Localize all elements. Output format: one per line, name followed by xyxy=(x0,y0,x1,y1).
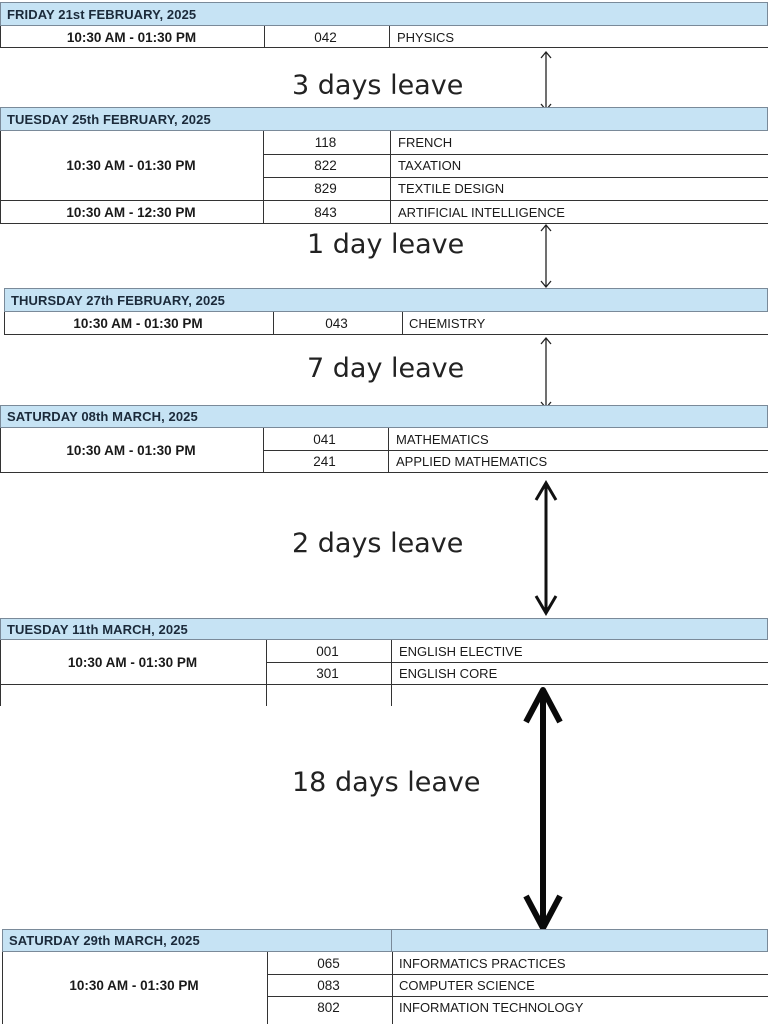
leave-gap-label: 7 day leave xyxy=(307,353,465,384)
paper-code: 083 xyxy=(317,977,340,993)
double-arrow-icon xyxy=(533,480,559,616)
exam-day-block xyxy=(0,618,768,708)
exam-date-header xyxy=(0,2,768,26)
exam-date: TUESDAY 11th MARCH, 2025 xyxy=(7,621,188,637)
exam-day-block xyxy=(0,405,768,475)
double-arrow-icon xyxy=(538,50,554,112)
exam-time: 10:30 AM - 01:30 PM xyxy=(73,316,203,331)
paper-subject: TAXATION xyxy=(398,158,462,173)
paper-subject: ENGLISH ELECTIVE xyxy=(399,643,523,659)
exam-day-block xyxy=(0,107,768,225)
paper-code: 043 xyxy=(325,316,348,331)
exam-date: SATURDAY 29th MARCH, 2025 xyxy=(9,933,200,948)
paper-subject: TEXTILE DESIGN xyxy=(398,181,505,196)
exam-date: THURSDAY 27th FEBRUARY, 2025 xyxy=(11,292,225,308)
paper-subject: ENGLISH CORE xyxy=(399,665,498,681)
exam-day-block xyxy=(2,929,768,1024)
exam-date-header xyxy=(0,618,768,640)
paper-subject: COMPUTER SCIENCE xyxy=(399,977,535,993)
paper-code: 001 xyxy=(316,643,339,659)
leave-gap-label: 18 days leave xyxy=(292,767,481,798)
leave-gap-label: 3 days leave xyxy=(292,70,464,101)
paper-code: 241 xyxy=(313,454,336,469)
exam-time: 10:30 AM - 01:30 PM xyxy=(66,158,196,173)
exam-day-block xyxy=(0,0,768,50)
exam-time: 10:30 AM - 01:30 PM xyxy=(66,29,197,45)
leave-gap-label: 2 days leave xyxy=(292,528,464,559)
paper-subject: APPLIED MATHEMATICS xyxy=(396,454,548,469)
paper-code: 042 xyxy=(314,29,337,45)
leave-gap-label: 1 day leave xyxy=(307,229,465,260)
exam-time: 10:30 AM - 12:30 PM xyxy=(66,204,196,220)
exam-time: 10:30 AM - 01:30 PM xyxy=(66,443,196,458)
paper-subject: INFORMATICS PRACTICES xyxy=(399,955,566,971)
paper-code: 822 xyxy=(314,158,337,173)
exam-day-block xyxy=(4,288,768,338)
paper-subject: CHEMISTRY xyxy=(409,316,486,331)
paper-code: 065 xyxy=(317,955,340,971)
exam-date-header xyxy=(0,107,768,131)
exam-date-header xyxy=(4,288,768,312)
double-arrow-icon xyxy=(522,686,564,932)
paper-subject: INFORMATION TECHNOLOGY xyxy=(399,999,584,1015)
exam-time: 10:30 AM - 01:30 PM xyxy=(67,654,198,670)
exam-date-header xyxy=(2,929,768,952)
paper-subject: FRENCH xyxy=(398,135,453,150)
paper-subject: MATHEMATICS xyxy=(396,431,489,447)
double-arrow-icon xyxy=(538,223,554,289)
exam-date-header xyxy=(0,405,768,428)
paper-code: 802 xyxy=(317,999,340,1015)
paper-code: 843 xyxy=(314,204,337,220)
paper-code: 118 xyxy=(314,135,337,150)
exam-date: FRIDAY 21st FEBRUARY, 2025 xyxy=(7,6,197,22)
exam-date: TUESDAY 25th FEBRUARY, 2025 xyxy=(7,111,211,127)
double-arrow-icon xyxy=(538,336,554,410)
paper-subject: PHYSICS xyxy=(397,29,455,45)
paper-code: 041 xyxy=(313,431,336,447)
paper-code: 301 xyxy=(316,665,339,681)
exam-time: 10:30 AM - 01:30 PM xyxy=(69,977,199,993)
paper-code: 829 xyxy=(314,181,337,196)
exam-date: SATURDAY 08th MARCH, 2025 xyxy=(7,409,198,424)
paper-subject: ARTIFICIAL INTELLIGENCE xyxy=(398,204,565,220)
